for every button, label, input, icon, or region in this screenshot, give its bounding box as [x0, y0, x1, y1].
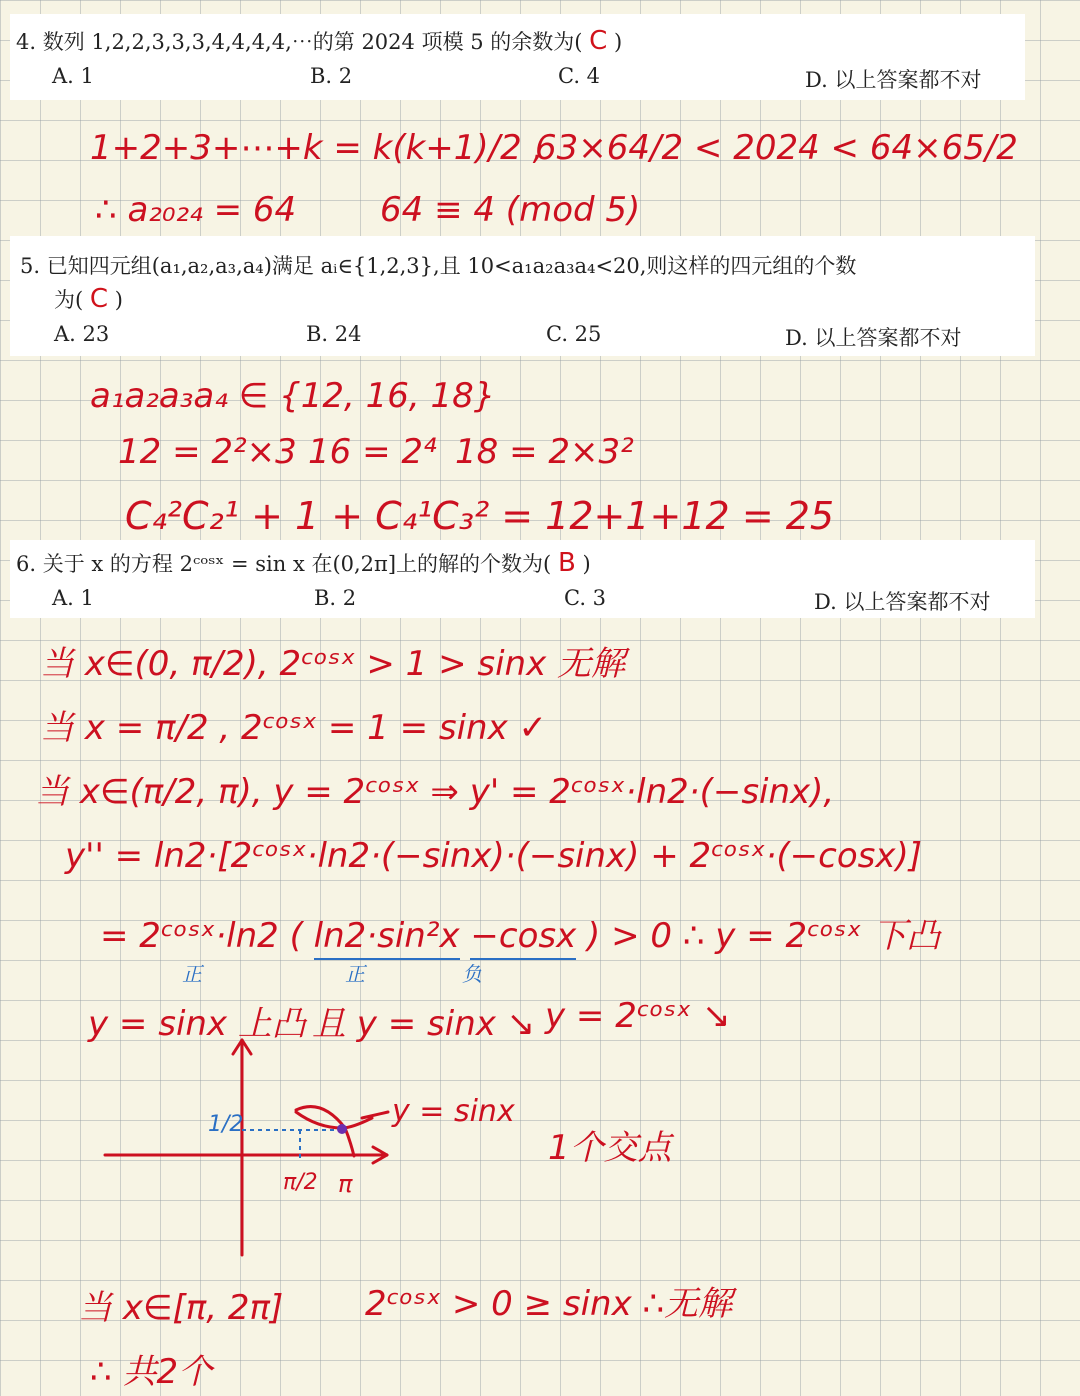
question-5-answer-mark: C: [89, 284, 109, 314]
question-4-text: 数列 1,2,2,3,3,3,4,4,4,4,⋯的第 2024 项模 5 的余数为(: [42, 30, 583, 54]
q6-hw-line8: ∴ 共2个: [90, 1352, 213, 1392]
graph-label-half: 1/2: [208, 1112, 244, 1137]
q6-hw-line6a: y = sinx 上凸: [88, 1004, 306, 1044]
graph-label-curve: y = sinx: [392, 1094, 515, 1129]
q6-hw-line5-d: ) > 0 ∴ y = 2ᶜᵒˢˣ 下凸: [587, 916, 941, 956]
question-5-text-line2: 为(: [54, 288, 84, 312]
q6-hw-line2: 当 x = π/2 , 2ᶜᵒˢˣ = 1 = sinx ✓: [40, 708, 548, 748]
q5-hw-line2c: 18 = 2×3²: [455, 432, 634, 472]
q4-hw-line3: ∴ a₂₀₂₄ = 64: [95, 190, 297, 230]
q4-hw-line4: 64 ≡ 4 (mod 5): [380, 190, 641, 230]
question-5-option-d: D. 以上答案都不对: [785, 326, 962, 350]
q6-hw-line4: y'' = ln2·[2ᶜᵒˢˣ·ln2·(−sinx)·(−sinx) + 2ᶜᵒˢˣ·(−cosx)]: [65, 836, 922, 876]
question-5-option-a: A. 23: [54, 322, 110, 346]
q6-hw-line5-b: ln2·sin²x: [314, 916, 460, 960]
q6-hw-line7a: 当 x∈[π, 2π]: [78, 1288, 284, 1328]
q6-hw-line6b: 且 y = sinx ↘: [312, 1004, 536, 1044]
question-5-number: 5.: [20, 254, 41, 278]
q5-hw-line2b: 16 = 2⁴: [308, 432, 437, 472]
graph-label-pi-half: π/2: [283, 1170, 318, 1195]
question-5-option-c: C. 25: [546, 322, 602, 346]
q6-hw-sign-1: 正: [182, 962, 202, 986]
question-4-option-a: A. 1: [52, 64, 94, 88]
q4-hw-line2: 63×64/2 < 2024 < 64×65/2: [535, 128, 1018, 168]
q6-hw-line1: 当 x∈(0, π/2), 2ᶜᵒˢˣ > 1 > sinx 无解: [40, 644, 626, 684]
q6-hw-line3: 当 x∈(π/2, π), y = 2ᶜᵒˢˣ ⇒ y' = 2ᶜᵒˢˣ·ln2·(−sinx),: [35, 772, 835, 812]
question-6-answer-mark: B: [557, 548, 576, 578]
question-5-text-end: ): [114, 288, 123, 312]
question-4-option-c: C. 4: [558, 64, 601, 88]
question-6-option-d: D. 以上答案都不对: [814, 590, 991, 614]
question-4-option-d: D. 以上答案都不对: [805, 68, 982, 92]
q6-hw-sign-2: 正: [345, 962, 365, 986]
q6-hw-line7b: 2ᶜᵒˢˣ > 0 ≥ sinx ∴无解: [365, 1284, 733, 1324]
question-4-text-end: ): [614, 30, 623, 54]
question-6-option-b: B. 2: [314, 586, 357, 610]
q5-hw-line1: a₁a₂a₃a₄ ∈ {12, 16, 18}: [90, 376, 496, 416]
question-4-option-b: B. 2: [310, 64, 353, 88]
graph-label-pi: π: [338, 1170, 353, 1198]
q4-hw-line1: 1+2+3+⋯+k = k(k+1)/2 ,: [90, 128, 544, 168]
question-6-text-end: ): [582, 552, 591, 576]
question-6-option-c: C. 3: [564, 586, 607, 610]
question-6-number: 6.: [16, 552, 37, 576]
graph-intersection-point: [337, 1124, 347, 1134]
question-6-option-a: A. 1: [52, 586, 94, 610]
q6-hw-line6c: y = 2ᶜᵒˢˣ ↘: [545, 996, 731, 1036]
q6-hw-line5-a: = 2ᶜᵒˢˣ·ln2 (: [100, 916, 303, 956]
q6-hw-sign-3: 负: [462, 962, 482, 986]
q6-hw-one-solution: 1个交点: [548, 1128, 672, 1168]
question-4-answer-mark: C: [589, 26, 608, 56]
question-5-text: 已知四元组(a₁,a₂,a₃,a₄)满足 aᵢ∈{1,2,3},且 10<a₁a₂a₃a₄<20,则这样的四元组的个数: [46, 254, 857, 278]
q5-hw-line2a: 12 = 2²×3: [118, 432, 297, 472]
question-5-option-b: B. 24: [306, 322, 362, 346]
question-6-text: 关于 x 的方程 2ᶜᵒˢˣ = sin x 在(0,2π]上的解的个数为(: [42, 552, 552, 576]
q6-hw-line5-c: −cosx: [470, 916, 576, 960]
q5-hw-line3: C₄²C₂¹ + 1 + C₄¹C₃² = 12+1+12 = 25: [125, 494, 835, 538]
graph-pointer: [362, 1112, 388, 1118]
question-4-number: 4.: [16, 30, 37, 54]
